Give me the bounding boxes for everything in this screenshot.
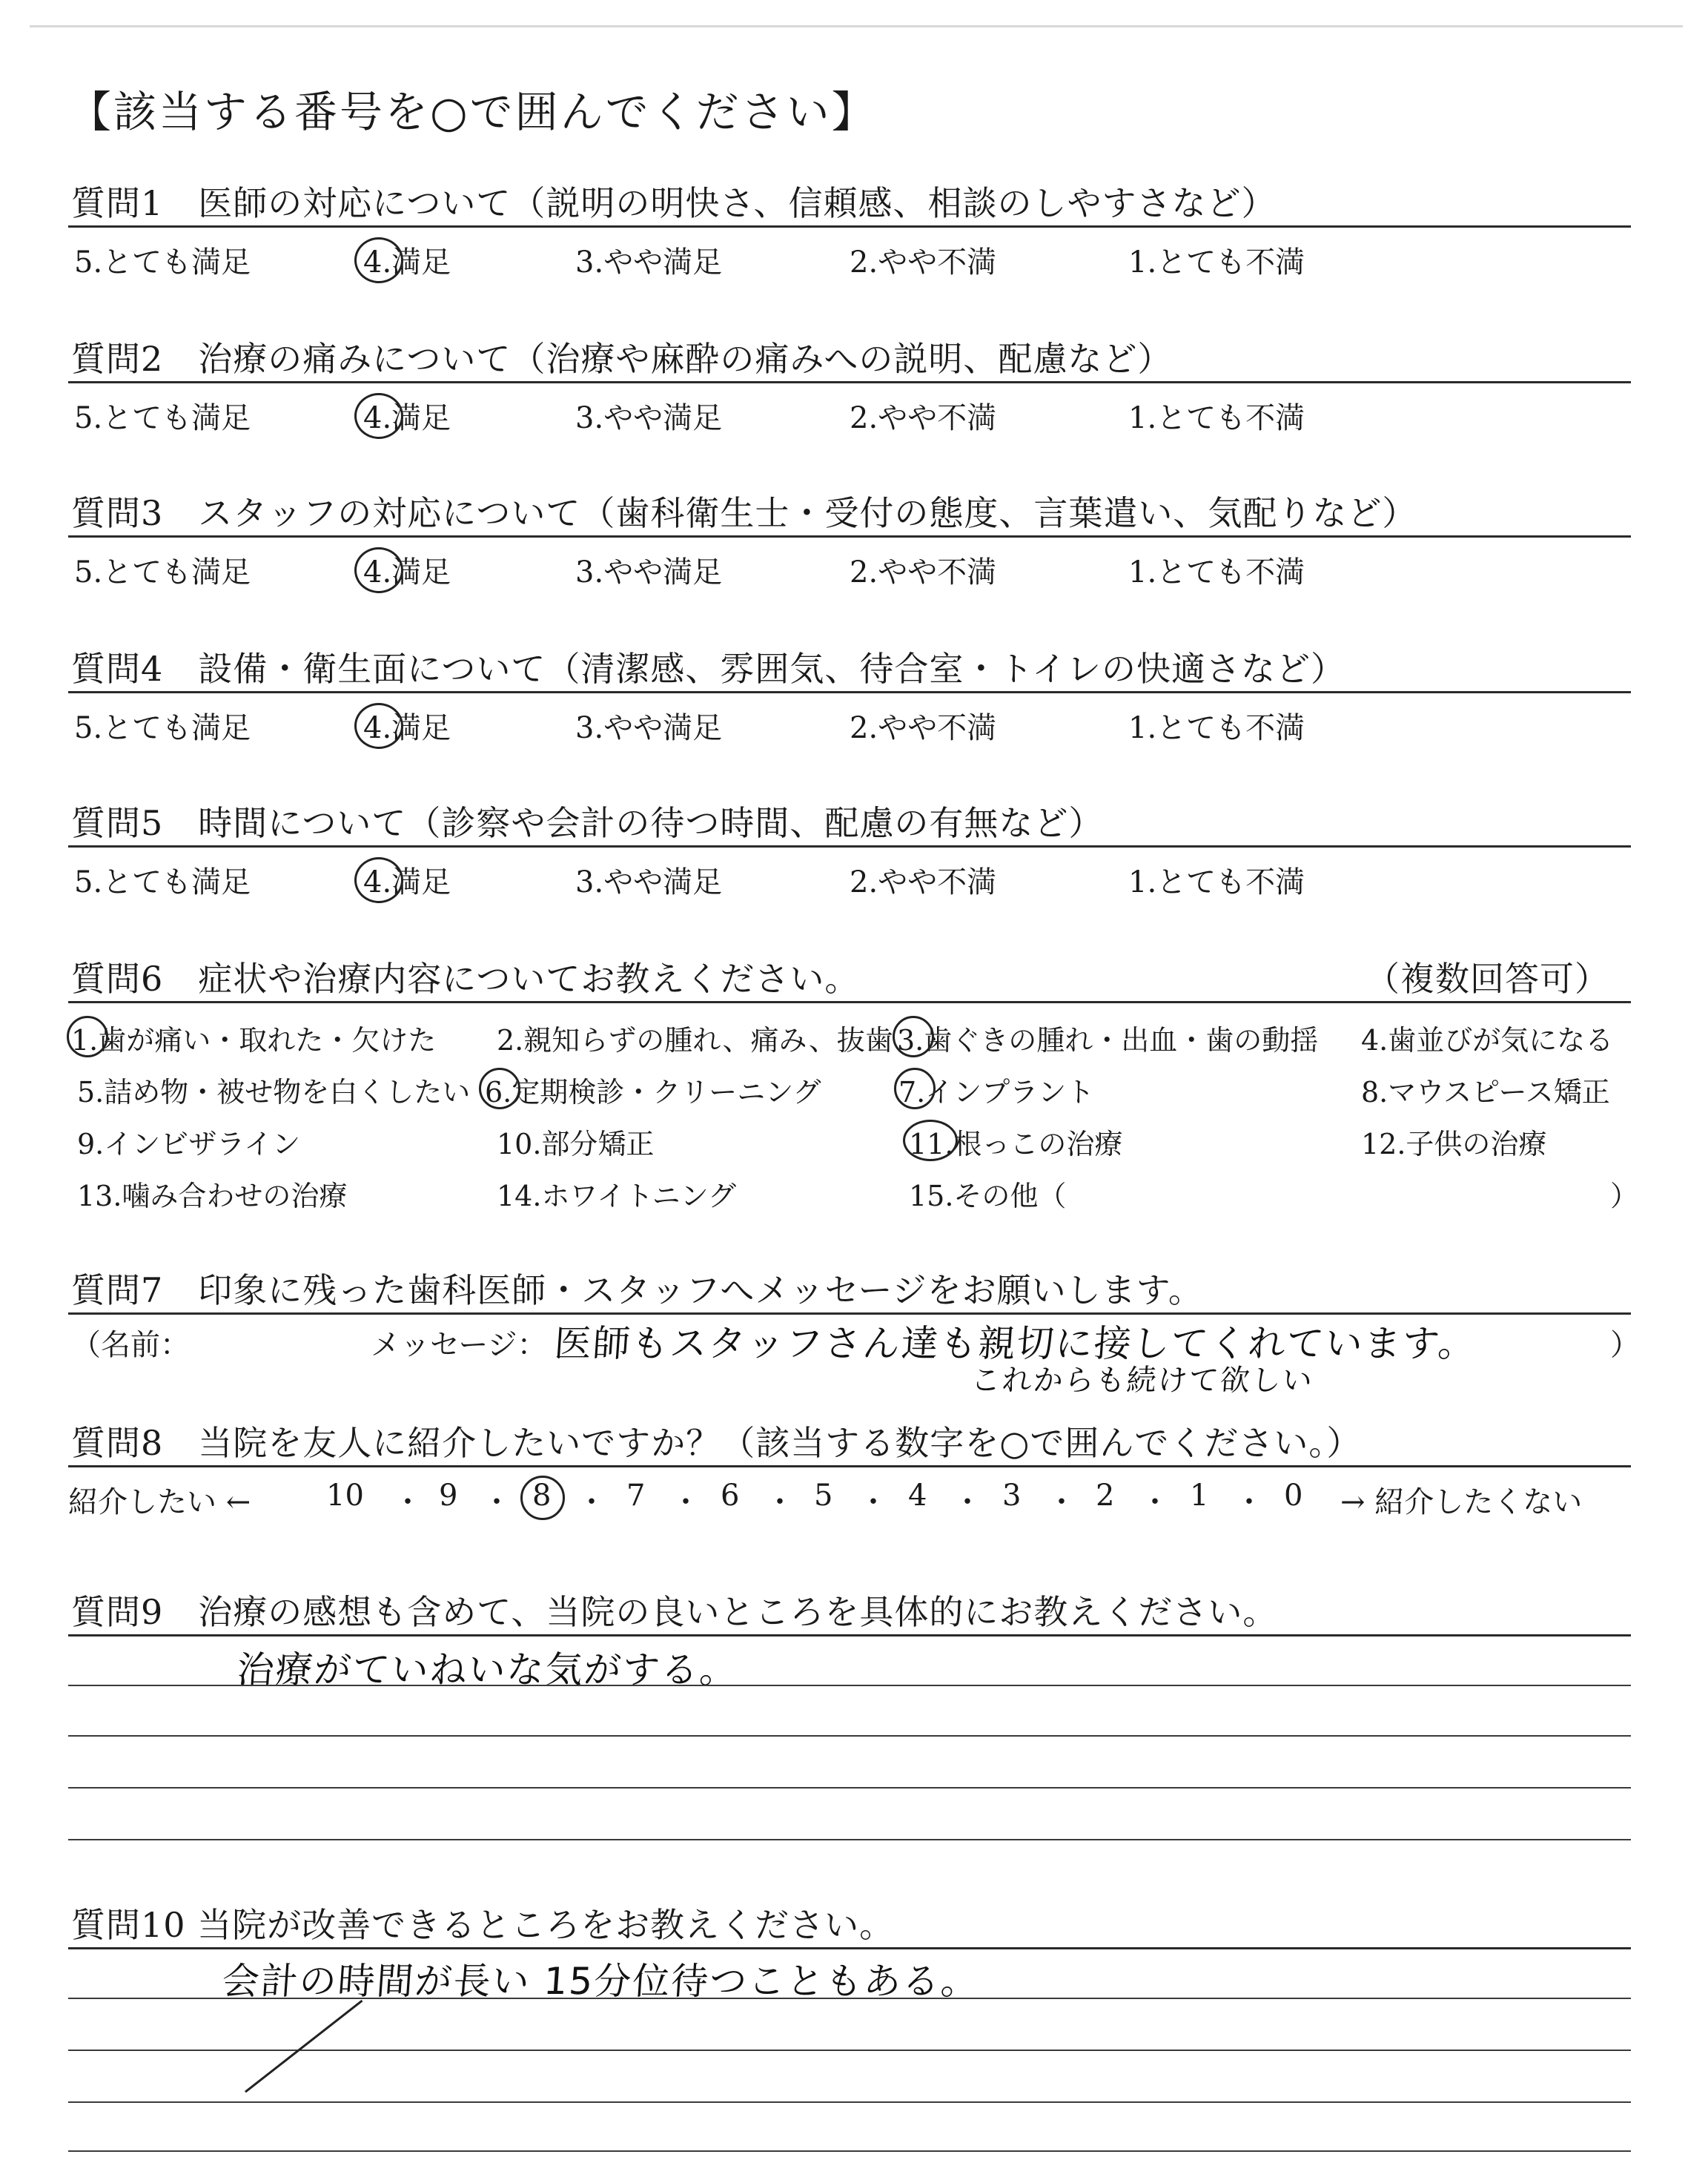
q4-option-5[interactable]: 5.とても満足 xyxy=(74,711,251,745)
q6-option-7[interactable]: 7.インプラント xyxy=(898,1076,1095,1109)
q6-option-7-circle xyxy=(894,1068,936,1109)
q5-option-1[interactable]: 1.とても不満 xyxy=(1128,865,1305,899)
q4-option-4[interactable]: 4.満足 xyxy=(363,711,451,745)
q6-option-9[interactable]: 9.インビザライン xyxy=(77,1128,301,1160)
q7-close-paren: ） xyxy=(1610,1328,1640,1362)
q3-option-3[interactable]: 3.やや満足 xyxy=(575,555,723,589)
q7-message-label: メッセージ： xyxy=(371,1328,547,1362)
q6-option-12[interactable]: 12.子供の治療 xyxy=(1361,1128,1547,1160)
q8-scale-8[interactable]: 8 xyxy=(532,1479,552,1513)
q8-sep: ・ xyxy=(671,1485,701,1519)
q8-scale-3[interactable]: 3 xyxy=(1002,1479,1022,1513)
q6-option-6-circle xyxy=(479,1068,520,1109)
q8-sep: ・ xyxy=(577,1485,606,1519)
q6-option-3[interactable]: 3.歯ぐきの腫れ・出血・歯の動揺 xyxy=(897,1024,1319,1057)
question-7-title: 質問7 印象に残った歯科医師・スタッフへメッセージをお願いします。 xyxy=(71,1270,1203,1310)
q6-other-close-paren: ） xyxy=(1610,1180,1639,1212)
q8-sep: ・ xyxy=(1140,1485,1170,1519)
question-2-rule xyxy=(68,381,1631,383)
q5-option-5[interactable]: 5.とても満足 xyxy=(74,865,251,899)
q6-option-15[interactable]: 15.その他（ xyxy=(909,1180,1067,1212)
q3-option-4[interactable]: 4.満足 xyxy=(363,555,451,589)
q4-option-1[interactable]: 1.とても不満 xyxy=(1128,711,1305,745)
question-1-rule xyxy=(68,225,1631,228)
q6-option-4[interactable]: 4.歯並びが気になる xyxy=(1361,1024,1614,1057)
q5-option-3[interactable]: 3.やや満足 xyxy=(575,865,723,899)
q8-scale-5[interactable]: 5 xyxy=(814,1479,833,1513)
q7-name-label: （名前： xyxy=(71,1328,190,1362)
pen-stroke xyxy=(245,2000,363,2093)
q7-message-handwriting-line2: これからも続けて欲しい xyxy=(970,1364,1315,1398)
q9-answer-handwriting: 治療がていねいな気がする。 xyxy=(235,1648,740,1691)
q1-option-3[interactable]: 3.やや満足 xyxy=(575,245,723,280)
q8-scale-4[interactable]: 4 xyxy=(908,1479,927,1513)
q4-selected-circle xyxy=(354,703,403,749)
q8-scale-1[interactable]: 1 xyxy=(1190,1479,1209,1513)
q6-option-1[interactable]: 1.歯が痛い・取れた・欠けた xyxy=(71,1024,437,1057)
q6-option-6[interactable]: 6.定期検診・クリーニング xyxy=(485,1076,821,1109)
q10-answer-handwriting: 会計の時間が長い 15分位待つこともある。 xyxy=(220,1960,982,2003)
q8-left-label: 紹介したい ← xyxy=(68,1485,251,1519)
question-9-title: 質問9 治療の感想も含めて、当院の良いところを具体的にお教えください。 xyxy=(71,1592,1278,1632)
q8-scale-7[interactable]: 7 xyxy=(626,1479,646,1513)
q10-answer-line xyxy=(68,2101,1631,2103)
q2-option-4[interactable]: 4.満足 xyxy=(363,401,451,435)
q1-option-1[interactable]: 1.とても不満 xyxy=(1128,245,1305,280)
q8-scale-0[interactable]: 0 xyxy=(1284,1479,1303,1513)
q2-option-1[interactable]: 1.とても不満 xyxy=(1128,401,1305,435)
q1-selected-circle xyxy=(354,237,403,283)
q6-option-10[interactable]: 10.部分矯正 xyxy=(497,1128,655,1160)
q9-answer-line xyxy=(68,1685,1631,1686)
q5-selected-circle xyxy=(354,857,403,903)
q4-option-3[interactable]: 3.やや満足 xyxy=(575,711,723,745)
q2-selected-circle xyxy=(354,393,403,439)
q8-sep: ・ xyxy=(858,1485,888,1519)
q6-option-11-circle xyxy=(903,1120,958,1161)
q8-sep: ・ xyxy=(482,1485,512,1519)
q10-answer-line xyxy=(68,1998,1631,1999)
question-6-title: 質問6 症状や治療内容についてお教えください。 xyxy=(71,959,860,999)
q8-scale-2[interactable]: 2 xyxy=(1096,1479,1115,1513)
question-6-note: （複数回答可） xyxy=(1366,959,1609,999)
q6-option-14[interactable]: 14.ホワイトニング xyxy=(497,1180,737,1212)
top-border xyxy=(30,25,1683,27)
q9-answer-line xyxy=(68,1735,1631,1737)
q6-option-2[interactable]: 2.親知らずの腫れ、痛み、抜歯 xyxy=(497,1024,893,1057)
question-8-rule xyxy=(68,1465,1631,1467)
q8-sep: ・ xyxy=(953,1485,982,1519)
question-8-title: 質問8 当院を友人に紹介したいですか？（該当する数字を○で囲んでください。） xyxy=(71,1423,1362,1463)
q5-option-2[interactable]: 2.やや不満 xyxy=(850,865,997,899)
q8-scale-6[interactable]: 6 xyxy=(721,1479,740,1513)
form-header: 【該当する番号を○で囲んでください】 xyxy=(68,87,877,137)
question-2-title: 質問2 治療の痛みについて（治療や麻酔の痛みへの説明、配慮など） xyxy=(71,339,1173,379)
q8-sep: ・ xyxy=(765,1485,795,1519)
q9-answer-line xyxy=(68,1787,1631,1789)
question-4-title: 質問4 設備・衛生面について（清潔感、雰囲気、待合室・トイレの快適さなど） xyxy=(71,649,1346,689)
q10-answer-line xyxy=(68,2050,1631,2051)
q10-answer-line xyxy=(68,2150,1631,2152)
q8-sep: ・ xyxy=(1234,1485,1264,1519)
q8-scale-9[interactable]: 9 xyxy=(439,1479,458,1513)
q1-option-4[interactable]: 4.満足 xyxy=(363,245,451,280)
question-3-rule xyxy=(68,535,1631,538)
question-10-rule xyxy=(68,1947,1631,1949)
q6-option-1-circle xyxy=(67,1016,108,1057)
question-9-rule xyxy=(68,1634,1631,1636)
q3-option-1[interactable]: 1.とても不満 xyxy=(1128,555,1305,589)
q8-scale-10[interactable]: 10 xyxy=(326,1479,364,1513)
q7-message-handwriting-line1: 医師もスタッフさん達も親切に接してくれています。 xyxy=(552,1322,1478,1365)
q2-option-5[interactable]: 5.とても満足 xyxy=(74,401,251,435)
q1-option-2[interactable]: 2.やや不満 xyxy=(850,245,997,280)
q1-option-5[interactable]: 5.とても満足 xyxy=(74,245,251,280)
q4-option-2[interactable]: 2.やや不満 xyxy=(850,711,997,745)
q8-selected-circle xyxy=(520,1476,565,1520)
question-6-rule xyxy=(68,1001,1631,1003)
question-5-rule xyxy=(68,845,1631,848)
question-4-rule xyxy=(68,691,1631,693)
question-1-title: 質問1 医師の対応について（説明の明快さ、信頼感、相談のしやすさなど） xyxy=(71,183,1277,223)
q5-option-4[interactable]: 4.満足 xyxy=(363,865,451,899)
q3-option-5[interactable]: 5.とても満足 xyxy=(74,555,251,589)
q9-answer-line xyxy=(68,1839,1631,1840)
q6-option-8[interactable]: 8.マウスピース矯正 xyxy=(1361,1076,1610,1109)
q3-option-2[interactable]: 2.やや不満 xyxy=(850,555,997,589)
q2-option-2[interactable]: 2.やや不満 xyxy=(850,401,997,435)
q6-option-5[interactable]: 5.詰め物・被せ物を白くしたい xyxy=(77,1076,471,1109)
q8-sep: ・ xyxy=(393,1485,423,1519)
q8-right-label: → 紹介したくない xyxy=(1340,1485,1583,1519)
q6-option-13[interactable]: 13.噛み合わせの治療 xyxy=(77,1180,348,1212)
q8-sep: ・ xyxy=(1047,1485,1076,1519)
question-5-title: 質問5 時間について（診察や会計の待つ時間、配慮の有無など） xyxy=(71,803,1104,843)
q6-option-3-circle xyxy=(893,1016,934,1057)
question-10-title: 質問10 当院が改善できるところをお教えください。 xyxy=(71,1905,895,1945)
q3-selected-circle xyxy=(354,547,403,593)
q2-option-3[interactable]: 3.やや満足 xyxy=(575,401,723,435)
question-3-title: 質問3 スタッフの対応について（歯科衛生士・受付の態度、言葉遣い、気配りなど） xyxy=(71,493,1417,533)
q6-option-11[interactable]: 11.根っこの治療 xyxy=(909,1128,1123,1160)
